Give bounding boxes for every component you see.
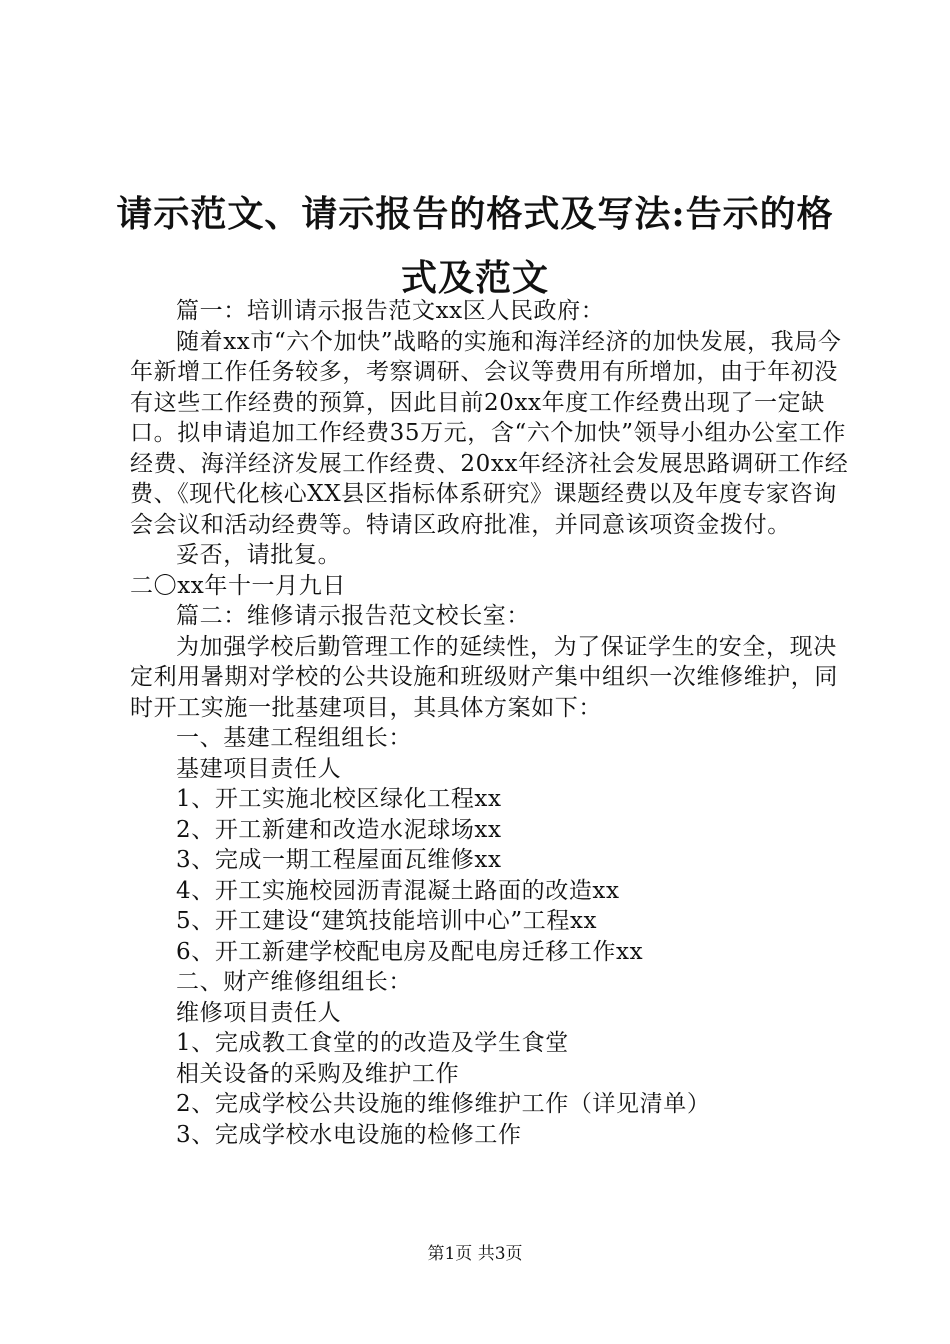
list-section-construction: 一、基建工程组组长： xyxy=(176,725,412,751)
list-item: 4、开工实施校园沥青混凝土路面的改造xx xyxy=(176,877,620,904)
list-section-property: 二、财产维修组组长： xyxy=(176,969,412,995)
list-subtitle-construction: 基建项目责任人 xyxy=(176,755,342,782)
paragraph-date: 二〇xx年十一月九日 xyxy=(130,572,346,599)
paragraph-request-body: 随着xx市“六个加快”战略的实施和海洋经济的加快发展，我局今年新增工作任务较多，考察调研、会议等费用有所增加，由于年初没有这些工作经费的预算，因此目前20xx年度工作经费出现了一定缺口。拟申请追加工作经费35万元，含“六个加快”领导小组办公室工作经费、海洋经济发展工作经费、20xx年经济社会发展思路调研工作经费、《现代化核心XX县区指标体系研究》课题经费以及年度专家咨询会会议和活动经费等。特请区政府批准，并同意该项资金拨付。 xyxy=(130,328,849,538)
list-item: 2、完成学校公共设施的维修维护工作（详见清单） xyxy=(176,1091,711,1117)
list-item: 5、开工建设“建筑技能培训中心”工程xx xyxy=(176,908,598,934)
list-item-continuation: 相关设备的采购及维护工作 xyxy=(176,1060,460,1087)
list-item: 3、完成一期工程屋面瓦维修xx xyxy=(176,847,502,873)
document-title: 请示范文、请示报告的格式及写法:告示的格式及范文 xyxy=(116,193,834,299)
list-item: 3、完成学校水电设施的检修工作 xyxy=(176,1121,522,1148)
paragraph-heading-part-two: 篇二：维修请示报告范文校长室： xyxy=(176,603,530,629)
list-item: 1、开工实施北校区绿化工程xx xyxy=(176,786,502,812)
paragraph-approval-request: 妥否，请批复。 xyxy=(176,542,342,568)
list-item: 1、完成教工食堂的的改造及学生食堂 xyxy=(176,1030,569,1056)
list-subtitle-property: 维修项目责任人 xyxy=(176,999,342,1026)
paragraph-heading-part-one: 篇一：培训请示报告范文xx区人民政府： xyxy=(176,298,605,324)
page-footer: 第1页 共3页 xyxy=(427,1244,523,1264)
paragraph-maintenance-body: 为加强学校后勤管理工作的延续性，为了保证学生的安全，现决定利用暑期对学校的公共设施和班级财产集中组织一次维修维护，同时开工实施一批基建项目，其具体方案如下： xyxy=(130,633,838,721)
list-item: 2、开工新建和改造水泥球场xx xyxy=(176,816,502,843)
document-body xyxy=(130,296,850,1150)
list-item: 6、开工新建学校配电房及配电房迁移工作xx xyxy=(176,938,644,965)
